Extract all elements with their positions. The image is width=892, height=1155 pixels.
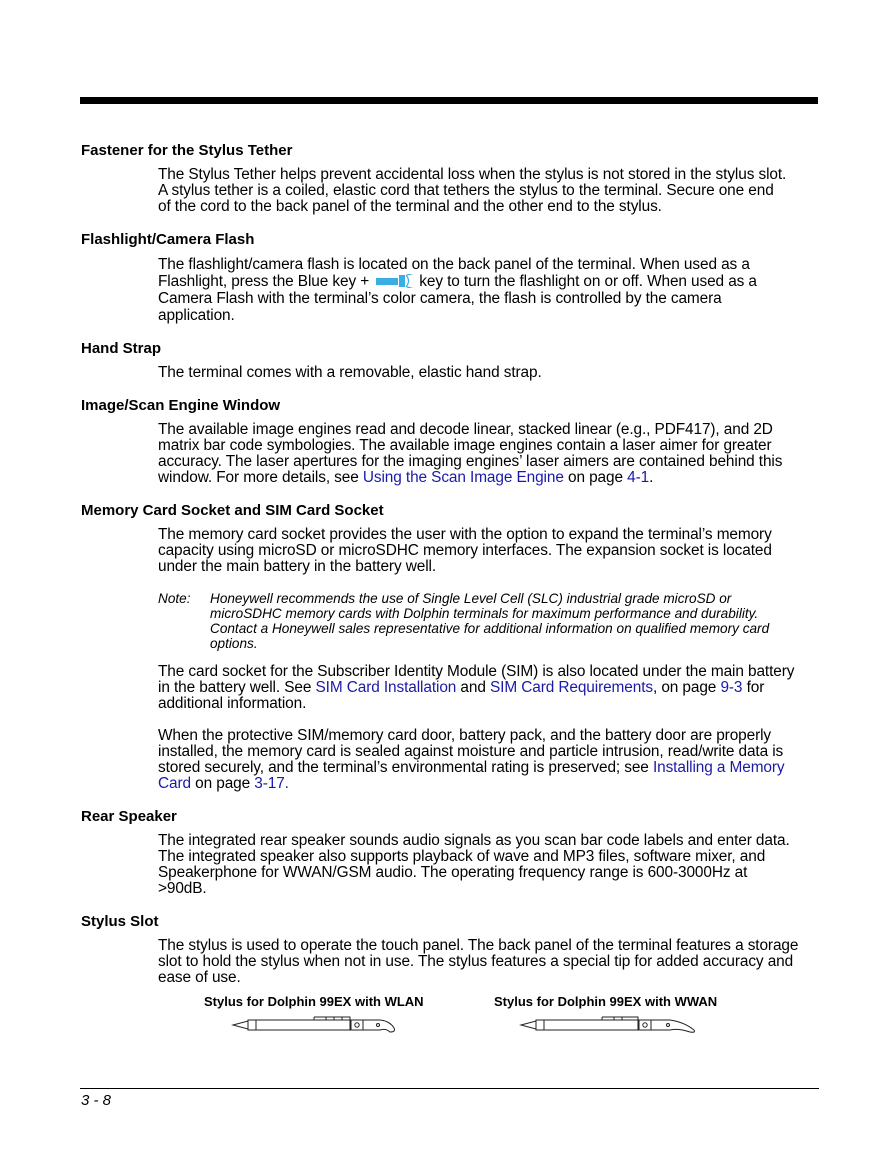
link-page-4-1[interactable]: 4-1 bbox=[627, 469, 650, 486]
footer-rule bbox=[80, 1088, 819, 1089]
note-body bbox=[210, 591, 820, 651]
para-fastener bbox=[158, 167, 818, 215]
text-line bbox=[158, 273, 818, 290]
para-stylus-slot bbox=[158, 938, 818, 986]
text-segment: and bbox=[456, 679, 490, 696]
note-line: Contact a Honeywell sales representative for additional information on qualified memory card bbox=[210, 621, 770, 636]
link-sim-card-requirements[interactable]: SIM Card Requirements bbox=[489, 679, 653, 696]
note-line: options. bbox=[210, 636, 258, 651]
link-scan-image-engine[interactable]: Using the Scan Image Engine bbox=[362, 469, 564, 486]
text-line: accuracy. The laser apertures for the imaging engines’ laser aimers are contained behind this bbox=[158, 453, 783, 470]
text-line: The available image engines read and decode linear, stacked linear (e.g., PDF417), and 2D bbox=[158, 421, 773, 438]
text-segment: for bbox=[742, 679, 765, 696]
text-line bbox=[158, 776, 818, 792]
text-segment: on page bbox=[190, 775, 255, 792]
text-line: The memory card socket provides the user with the option to expand the terminal’s memory bbox=[158, 526, 772, 543]
text-segment: in the battery well. See bbox=[158, 679, 316, 696]
text-segment: window. For more details, see bbox=[158, 469, 363, 486]
text-line: The stylus is used to operate the touch panel. The back panel of the terminal features a storage bbox=[158, 937, 799, 954]
text-line: Speakerphone for WWAN/GSM audio. The operating frequency range is 600-3000Hz at bbox=[158, 864, 748, 881]
text-line bbox=[158, 680, 818, 696]
text-segment: stored securely, and the terminal’s environmental rating is preserved; see bbox=[158, 759, 653, 776]
heading-rear-speaker: Rear Speaker bbox=[81, 808, 177, 825]
text-line: installed, the memory card is sealed against moisture and particle intrusion, read/write data is bbox=[158, 743, 784, 760]
text-line bbox=[158, 470, 818, 486]
para-engine-window bbox=[158, 422, 818, 486]
heading-engine-window: Image/Scan Engine Window bbox=[81, 397, 281, 414]
note-line: microSDHC memory cards with Dolphin terminals for maximum performance and durability. bbox=[210, 606, 759, 621]
text-line: application. bbox=[158, 307, 235, 324]
para-hand-strap bbox=[158, 365, 818, 381]
text-line: The card socket for the Subscriber Identity Module (SIM) is also located under the main battery bbox=[158, 663, 795, 680]
heading-hand-strap: Hand Strap bbox=[81, 340, 162, 357]
text-segment: . bbox=[284, 775, 289, 792]
text-line: The Stylus Tether helps prevent accidental loss when the stylus is not stored in the stylus slot. bbox=[158, 166, 787, 183]
link-page-9-3[interactable]: 9-3 bbox=[720, 679, 743, 696]
text-line: The integrated rear speaker sounds audio signals as you scan bar code labels and enter data. bbox=[158, 832, 790, 849]
text-line: A stylus tether is a coiled, elastic cord that tethers the stylus to the terminal. Secure one end bbox=[158, 182, 774, 199]
text-line: When the protective SIM/memory card door, battery pack, and the battery door are properly bbox=[158, 727, 772, 744]
link-installing-memory-card[interactable]: Installing a Memory bbox=[652, 759, 785, 776]
text-line: The terminal comes with a removable, elastic hand strap. bbox=[158, 364, 542, 381]
text-segment: on page bbox=[563, 469, 628, 486]
text-line bbox=[158, 760, 818, 776]
caption-stylus-wwan: Stylus for Dolphin 99EX with WWAN bbox=[494, 994, 718, 1009]
text-segment: key to turn the flashlight on or off. When used as a bbox=[419, 273, 757, 290]
text-segment: Flashlight, press the Blue key + bbox=[158, 273, 370, 290]
para-rear-speaker bbox=[158, 833, 818, 897]
note-label: Note: bbox=[158, 591, 191, 606]
page-number: 3 - 8 bbox=[81, 1092, 112, 1109]
heading-flashlight: Flashlight/Camera Flash bbox=[81, 231, 255, 248]
flashlight-key-icon bbox=[375, 274, 417, 288]
link-sim-card-installation[interactable]: SIM Card Installation bbox=[315, 679, 457, 696]
heading-stylus-slot: Stylus Slot bbox=[81, 913, 159, 930]
para-sim-card bbox=[158, 664, 818, 712]
stylus-wwan-illustration bbox=[518, 1012, 700, 1038]
text-line: capacity using microSD or microSDHC memory interfaces. The expansion socket is located bbox=[158, 542, 772, 559]
text-line: under the main battery in the battery well. bbox=[158, 558, 437, 575]
text-line: slot to hold the stylus when not in use. The stylus features a special tip for added accuracy and bbox=[158, 953, 794, 970]
text-line: ease of use. bbox=[158, 969, 241, 986]
caption-stylus-wlan: Stylus for Dolphin 99EX with WLAN bbox=[204, 994, 424, 1009]
para-memory-card bbox=[158, 527, 818, 575]
text-line: of the cord to the back panel of the terminal and the other end to the stylus. bbox=[158, 198, 662, 215]
note-line: Honeywell recommends the use of Single Level Cell (SLC) industrial grade microSD or bbox=[210, 591, 732, 606]
text-line: Camera Flash with the terminal’s color camera, the flash is controlled by the camera bbox=[158, 290, 722, 307]
link-installing-memory-card-cont[interactable]: Card bbox=[158, 775, 191, 792]
link-page-3-17[interactable]: 3-17 bbox=[254, 775, 285, 792]
header-rule bbox=[80, 97, 818, 104]
heading-fastener: Fastener for the Stylus Tether bbox=[81, 142, 293, 159]
text-line: The integrated speaker also supports playback of wave and MP3 files, software mixer, and bbox=[158, 848, 766, 865]
para-memory-door bbox=[158, 728, 818, 792]
stylus-wlan-illustration bbox=[230, 1012, 400, 1038]
text-segment: , on page bbox=[652, 679, 721, 696]
text-line: matrix bar code symbologies. The available image engines contain a laser aimer for greater bbox=[158, 437, 772, 454]
text-segment: . bbox=[649, 469, 654, 486]
text-line: additional information. bbox=[158, 695, 307, 712]
para-flashlight bbox=[158, 256, 818, 324]
heading-memory-card: Memory Card Socket and SIM Card Socket bbox=[81, 502, 384, 519]
text-line: The flashlight/camera flash is located on the back panel of the terminal. When used as a bbox=[158, 256, 750, 273]
text-line: >90dB. bbox=[158, 880, 207, 897]
